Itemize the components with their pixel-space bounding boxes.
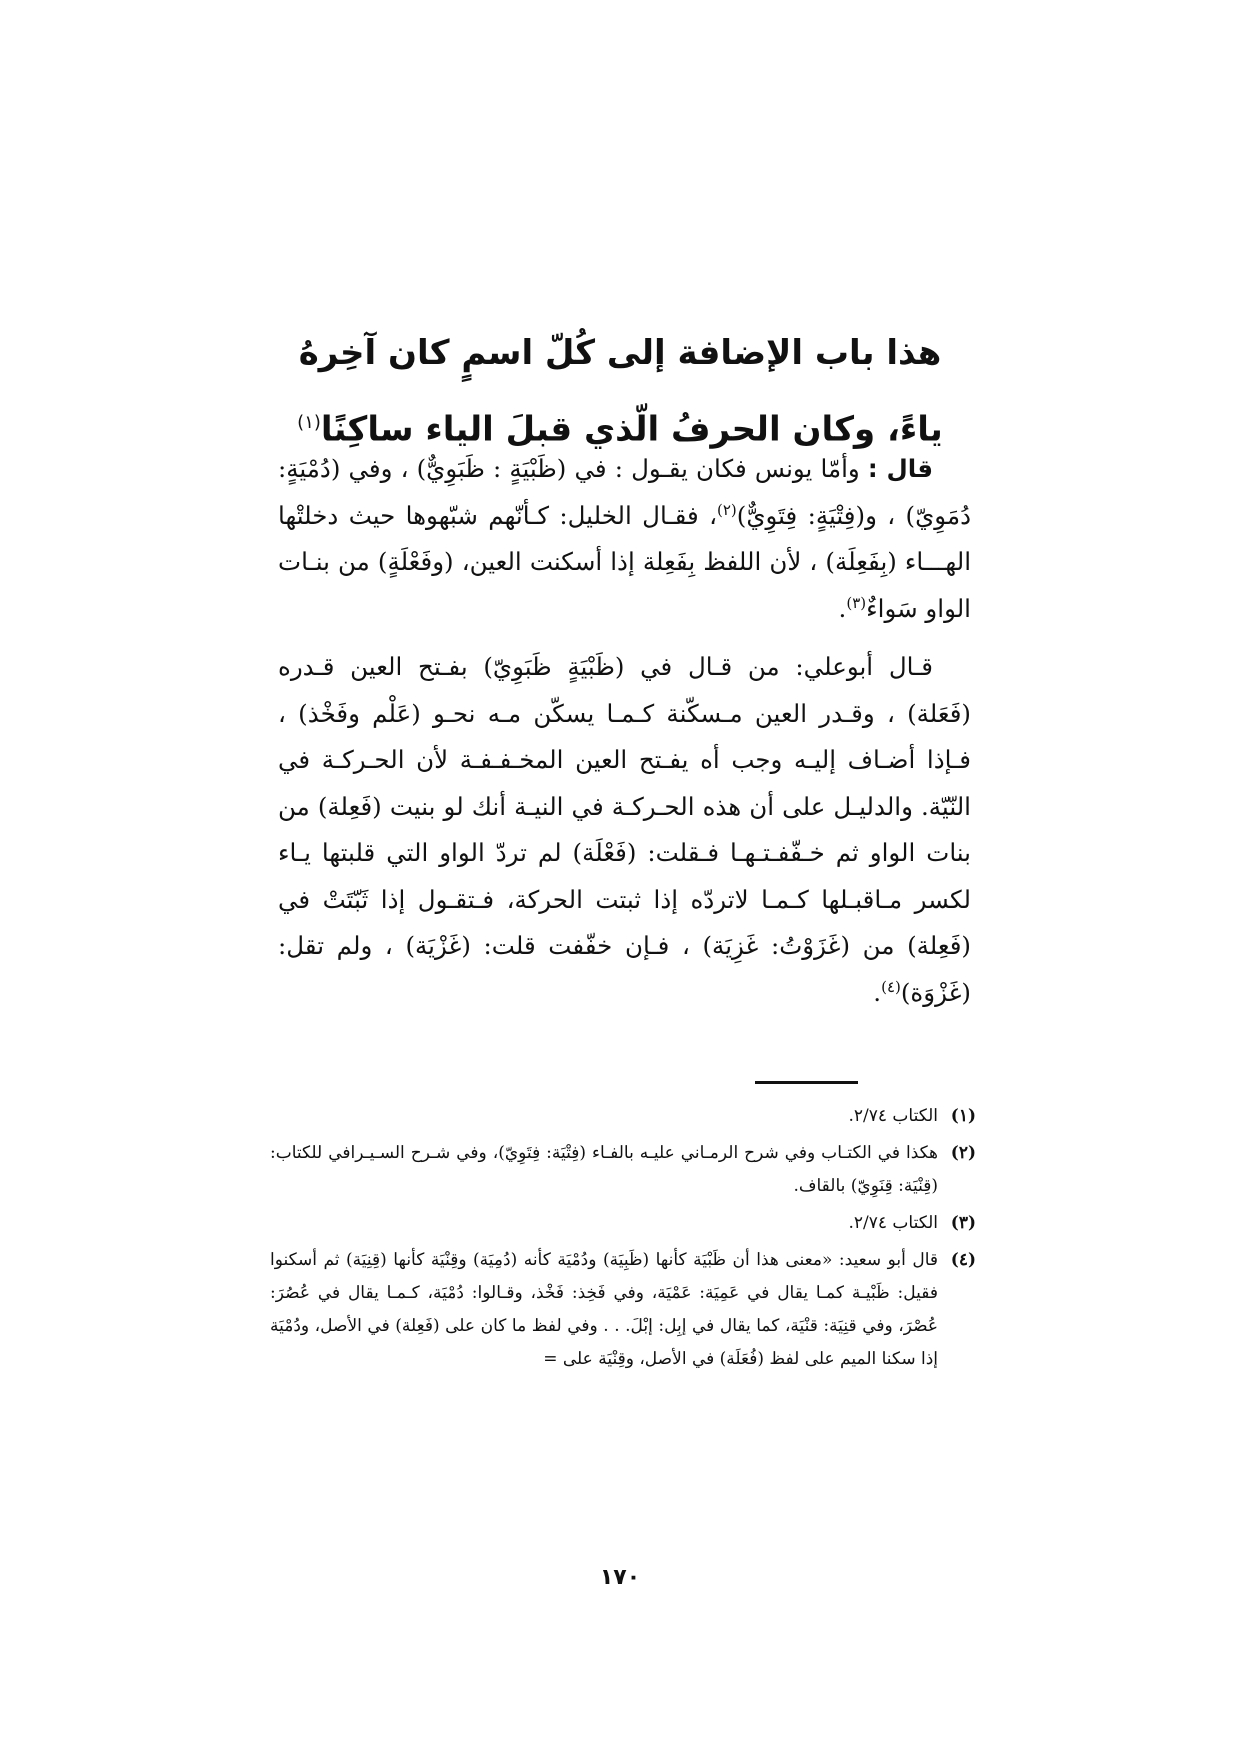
footnote-text: هكذا في الكتـاب وفي شرح الرمـاني عليـه بالفـاء (فِتْيَة: فِتَوِيّ)، وفي شـرح السـيـرافي للكتاب: (قِنْيَة: قِنَوِيّ) بالقاف. — [270, 1143, 938, 1196]
footnote-ref-4: (٤) — [881, 977, 901, 996]
footnote-number: (١) — [950, 1106, 976, 1126]
title-footnote-ref: (١) — [297, 412, 321, 433]
footnote-text: الكتاب ٢/٧٤. — [848, 1213, 938, 1233]
main-text — [278, 446, 971, 1016]
footnote-ref-3: (٣) — [846, 593, 867, 612]
paragraph-2-text: قـال أبوعلي: من قـال في (ظَبْيَةٍ ظَبَوِيّ) بفـتح العين قـدره (فَعَلة) ، وقـدر العين مـسكّنة كـمـا يسكّن مـه نحـو (عَلْم وفَخْذ) ، فـإذا أضـاف إليـه وجب أه يفـتح العين المخـفـفـة لأن الحـركـة في النّيّة. والدليـل على أن هذه الحـركـة في النيـة أنك لو بنيت (فَعِلة) من بنات الواو ثم خـفّفـتـهـا فـقلت: (فَعْلَة) لم تردّ الواو التي قلبتها يـاء لكسر مـاقبـلها كـمـا لاتردّه إذا ثبتت الحركة، فـتقـول إذا ثَبّتَتْ في (فَعِلة) من (غَزَوْتُ: غَزِيَة) ، فـإن خفّفت قلت: (غَزْيَة) ، ولم تقل: (غَزْوَة) — [278, 652, 971, 1007]
footnote-text: الكتاب ٢/٧٤. — [848, 1106, 938, 1126]
footnote-1 — [270, 1100, 976, 1133]
paragraph-2 — [278, 644, 971, 1016]
footnote-3 — [270, 1207, 976, 1240]
footnote-ref-2: (٢) — [716, 500, 737, 519]
paragraph-1-end: . — [838, 593, 847, 623]
footnote-number: (٣) — [950, 1213, 976, 1233]
paragraph-1-text-b: ، فقـال الخليل: كـأنّهم شبّهوها حيث دخلتْها الهـــاء (بِفَعِلَة) ، لأن اللفظ بِفَعِلة إذا أسكنت العين، (وفَعْلَةٍ) من بنـات الواو سَواءٌ — [278, 500, 971, 623]
footnote-2 — [270, 1137, 976, 1203]
title-line-1: هذا باب الإضافة إلى كُلّ اسمٍ كان آخِرهُ — [298, 333, 942, 373]
paragraph-lead-word: قال : — [867, 454, 933, 483]
footnote-number: (٢) — [950, 1143, 976, 1163]
paragraph-1 — [278, 446, 971, 632]
paragraph-2-end: . — [873, 977, 882, 1007]
footnote-4 — [270, 1244, 976, 1376]
page-number: ١٧٠ — [599, 1565, 641, 1590]
footnote-divider — [755, 1081, 858, 1084]
chapter-title — [250, 318, 990, 464]
footnotes-section — [270, 1100, 976, 1380]
footnote-text: قال أبو سعيد: «معنى هذا أن ظَبْيَة كأنها (ظَبِيَة) ودُمْيَة كأنه (دُمِيَة) وقِنْيَة كأنها (قِنِيَة) ثم أسكنوا فقيل: ظَبْيـة كمـا يقال في عَمِيَة: عَمْيَة، وفي فَخِذ: فَخْذ، وقـالوا: دُمْيَة، كـمـا يقال في عُصُرَ: عُصْرَ، وفي قنِيَة: قنْيَة، كما يقال في إبِل: إبْلَ. . . وفي لفظ ما كان على (فَعِلة) في الأصل، ودُمْيَة إذا سكنا الميم على لفظ (فُعَلَة) في الأصل، وقِنْيَة على = — [270, 1250, 938, 1369]
paragraph-1-text-a: وأمّا يونس فكان يقـول : في (ظَبْيَةٍ : ظَبَوِيٌّ) ، وفي (دُمْيَةٍ: دُمَوِيّ) ، و(فِتْيَةٍ: فِتَوِيٌّ) — [278, 454, 971, 530]
title-line-2: ياءً، وكان الحرفُ الّذي قبلَ الياء ساكِنًا — [320, 409, 943, 450]
footnote-number: (٤) — [950, 1250, 976, 1270]
